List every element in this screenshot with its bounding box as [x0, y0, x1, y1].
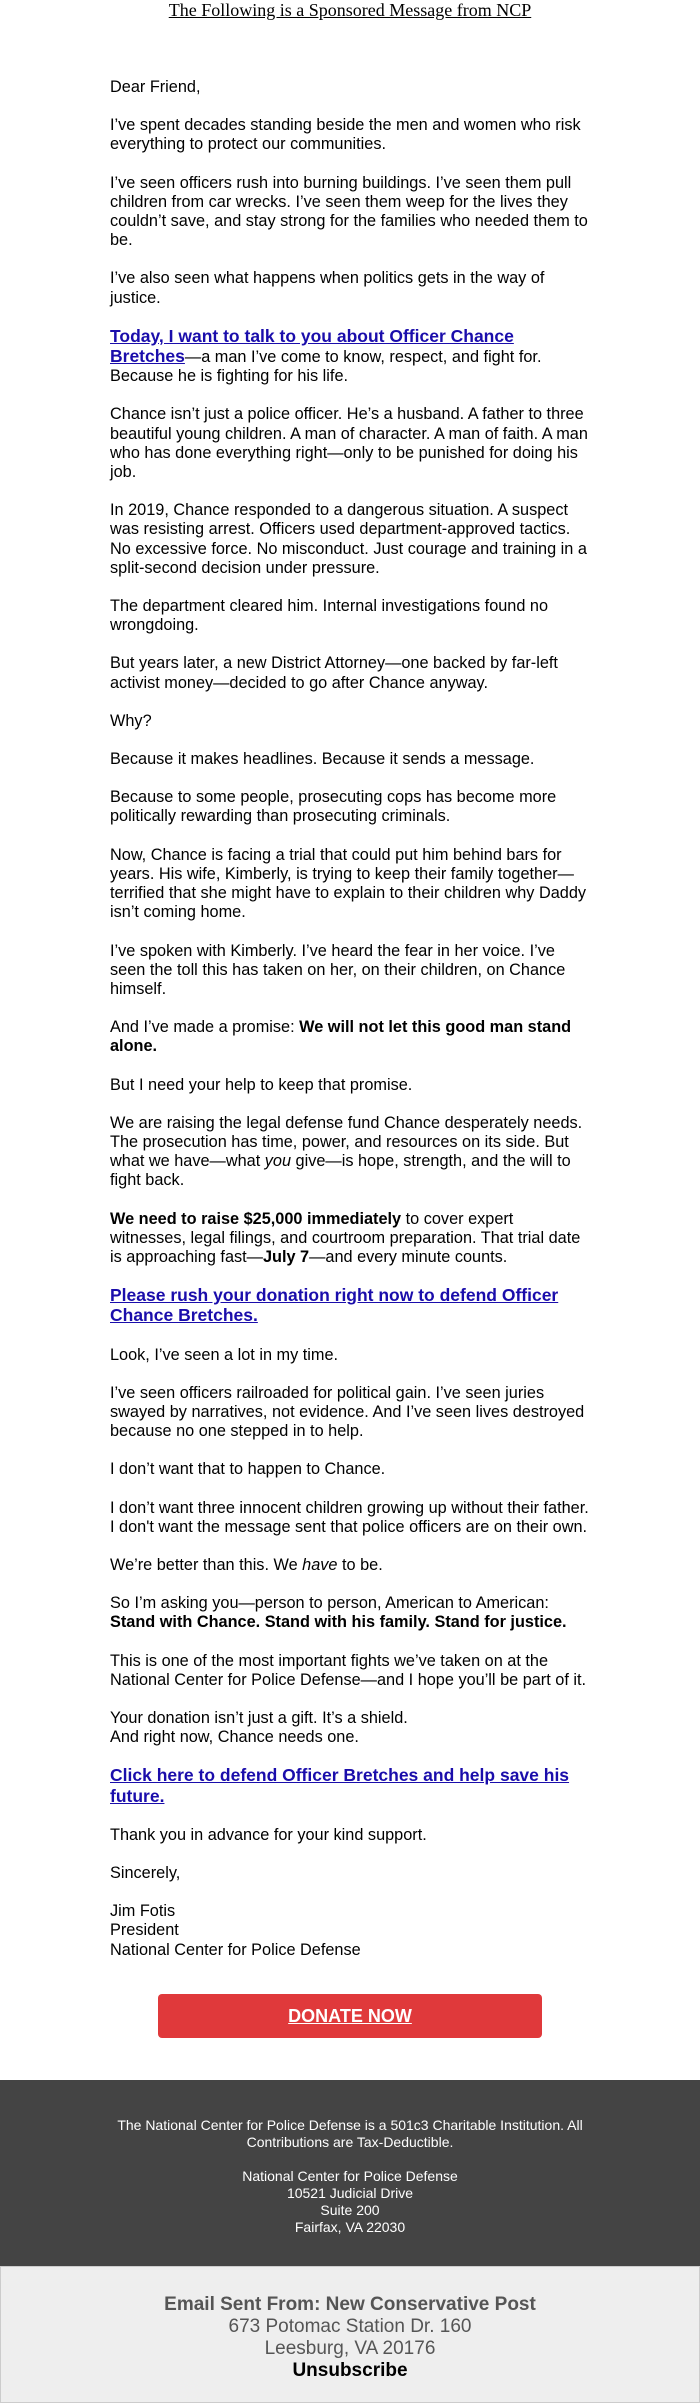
sponsored-banner [0, 0, 700, 38]
paragraph: But years later, a new District Attorney—one backed by far-left activist money—decided to go after Chance anyway. [110, 654, 558, 692]
paragraph: Because to some people, prosecuting cops has become more politically rewarding than prosecuting criminals. [110, 788, 557, 826]
paragraph: Thank you in advance for your kind support. [110, 1825, 427, 1844]
paragraph: In 2019, Chance responded to a dangerous situation. A suspect was resisting arrest. Officers used department-approved tactics. No excessive force. No misconduct. Just courage and training in a split-second decision under pressure. [110, 501, 587, 577]
paragraph [110, 1594, 590, 1632]
paragraph-text: —and every minute counts. [309, 1247, 508, 1266]
city: Fairfax, VA 22030 [294, 2218, 406, 2235]
sender-street: 673 Potomac Station Dr. 160 [228, 2315, 472, 2337]
paragraph [110, 1556, 590, 1575]
emphasis-text: you [264, 1152, 292, 1171]
paragraph [110, 327, 590, 387]
paragraph [110, 1210, 590, 1268]
paragraph: I’ve seen officers railroaded for political gain. I’ve seen juries swayed by narratives, not evidence. And I’ve seen lives destroyed because no one stepped in to help. [110, 1383, 585, 1441]
paragraph [110, 1018, 590, 1056]
sender-city: Leesburg, VA 20176 [264, 2337, 436, 2359]
paragraph-text: give—is hope, strength, and the will to fight back. [110, 1152, 571, 1190]
paragraph [110, 1709, 590, 1747]
signer-title: President [110, 1921, 179, 1940]
paragraph-text: And right now, Chance needs one. [110, 1728, 359, 1747]
promise-text: We will not let this good man stand alone. [110, 1018, 572, 1056]
org-name: National Center for Police Defense [242, 2167, 458, 2184]
trial-date: July 7 [262, 1247, 310, 1266]
emphasis-text: have [302, 1555, 338, 1574]
defend-officer-link[interactable]: Click here to defend Officer Bretches and help save his future. [110, 1765, 570, 1806]
paragraph-text: to cover expert witnesses, legal filings, and courtroom preparation. That trial date is approaching fast— [110, 1209, 581, 1266]
goal-text: We need to raise $25,000 immediately [110, 1209, 402, 1228]
paragraph: I’ve spoken with Kimberly. I’ve heard the fear in her voice. I’ve seen the toll this has taken on her, on their children, on Chance himself. [110, 941, 566, 998]
banner-text: The Following is a Sponsored Message from NCP [168, 0, 532, 20]
paragraph-text: —a man I’ve come to know, respect, and fight for. Because he is fighting for his life. [110, 348, 542, 386]
paragraph: But I need your help to keep that promise. [110, 1075, 413, 1094]
donate-section [0, 1979, 700, 2080]
paragraph-text: And I’ve made a promise: [110, 1018, 300, 1037]
donation-link[interactable]: Please rush your donation right now to defend Officer Chance Bretches. [110, 1285, 559, 1326]
street: 10521 Judicial Drive [286, 2184, 414, 2201]
paragraph-text: to be. [337, 1555, 383, 1574]
sender-footer [0, 2266, 700, 2403]
email-body [110, 38, 590, 1960]
paragraph-text: We are raising the legal defense fund Chance desperately needs. The prosecution has time, power, and resources on its side. But what we have—what [110, 1113, 583, 1171]
paragraph: I’ve spent decades standing beside the men and women who risk everything to protect our communities. [110, 116, 581, 154]
paragraph-text: We’re better than this. We [110, 1555, 303, 1574]
paragraph: The department cleared him. Internal investigations found no wrongdoing. [110, 597, 549, 635]
org-footer [0, 2080, 700, 2266]
disclaimer: The National Center for Police Defense is a 501c3 Charitable Institution. All Contributions are Tax-Deductible. [117, 2116, 583, 2150]
paragraph [110, 1114, 590, 1191]
paragraph: I’ve also seen what happens when politics gets in the way of justice. [110, 269, 545, 307]
org-address [90, 2168, 610, 2236]
paragraph: I don’t want three innocent children growing up without their father. I don't want the message sent that police officers are on their own. [110, 1498, 589, 1536]
paragraph [110, 1286, 590, 1326]
paragraph: Chance isn’t just a police officer. He’s a husband. A father to three beautiful young children. A man of character. A man of faith. A man who has done everything right—only to be punished for doing his job. [110, 405, 588, 482]
signer-org: National Center for Police Defense [110, 1940, 361, 1959]
signer-name: Jim Fotis [110, 1902, 176, 1921]
paragraph-text: Your donation isn’t just a gift. It’s a shield. [110, 1708, 408, 1727]
paragraph: This is one of the most important fights we’ve taken on at the National Center for Police Defense—and I hope you’ll be part of it. [110, 1651, 587, 1689]
donate-now-button[interactable]: DONATE NOW [158, 1994, 542, 2038]
paragraph: Look, I’ve seen a lot in my time. [110, 1345, 339, 1364]
paragraph [110, 1766, 590, 1806]
paragraph: Why? [110, 711, 152, 730]
paragraph: I’ve seen officers rush into burning buildings. I’ve seen them pull children from car wrecks. I’ve seen them weep for the lives they couldn’t save, and stay strong for the families who needed them to be. [110, 173, 588, 250]
officer-chance-link[interactable]: Today, I want to talk to you about Officer Chance Bretches [110, 325, 514, 367]
sender-name: Email Sent From: New Conservative Post [164, 2293, 536, 2315]
paragraph: Now, Chance is facing a trial that could put him behind bars for years. His wife, Kimberly, is trying to keep their family together—terrified that she might have to explain to their children why Daddy isn’t coming home. [110, 845, 587, 922]
unsubscribe-link[interactable]: Unsubscribe [292, 2359, 408, 2381]
signature [110, 1902, 590, 1960]
rally-text: Stand with Chance. Stand with his family. Stand for justice. [110, 1613, 567, 1632]
paragraph: Because it makes headlines. Because it sends a message. [110, 750, 535, 769]
closing: Sincerely, [110, 1864, 181, 1882]
suite: Suite 200 [320, 2201, 380, 2218]
paragraph: I don’t want that to happen to Chance. [110, 1460, 386, 1479]
paragraph-text: So I’m asking you—person to person, American to American: [110, 1594, 549, 1613]
greeting: Dear Friend, [110, 78, 201, 96]
